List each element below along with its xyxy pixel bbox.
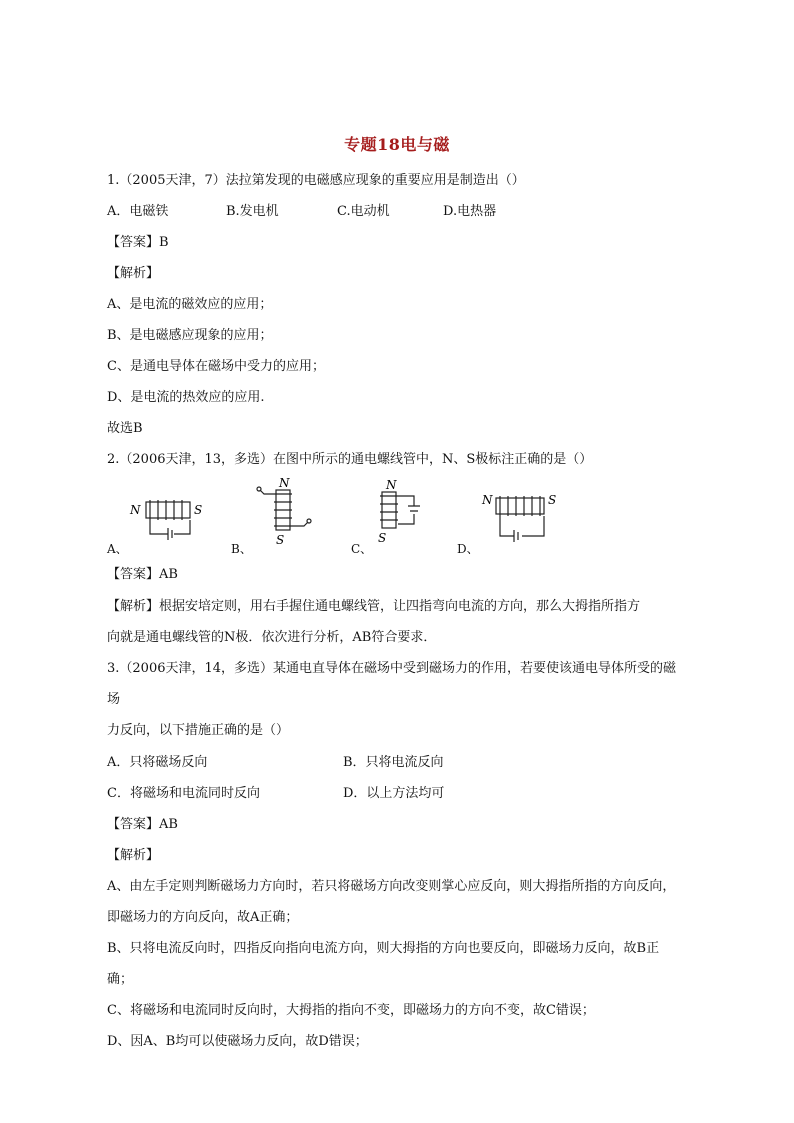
- solenoid-figure-a: [128, 492, 208, 542]
- q3-stem-line3: 力反向，以下措施正确的是（）: [107, 723, 290, 738]
- q1-option-c: C.电动机: [337, 204, 390, 219]
- pole-n-label: N: [130, 503, 141, 517]
- q1-conclusion: 故选B: [107, 421, 143, 436]
- pole-n-label: N: [386, 478, 397, 492]
- terminal-bottom: [307, 519, 311, 523]
- pole-s-label: S: [378, 531, 387, 545]
- q3-option-c: C．将磁场和电流同时反向: [107, 786, 260, 801]
- q3-analysis-b-line2: 确；: [107, 972, 134, 987]
- q3-analysis-heading: 【解析】: [107, 848, 160, 863]
- solenoid-figure-d: [480, 488, 570, 548]
- coil-windings: [380, 496, 398, 520]
- page-title: 专题18电与磁: [344, 135, 450, 154]
- q3-option-d: D．以上方法均可: [343, 786, 445, 801]
- q1-analysis-heading: 【解析】: [107, 266, 160, 281]
- coil-windings: [274, 494, 292, 526]
- terminal-top: [257, 487, 261, 491]
- figure-label-a: A、: [107, 542, 128, 556]
- lead-bottom: [292, 522, 308, 526]
- pole-s-label: S: [276, 533, 285, 547]
- coil-windings: [500, 496, 540, 516]
- battery-symbol: [408, 506, 420, 511]
- q1-option-a: A．电磁铁: [107, 204, 169, 219]
- q3-analysis-a-line2: 即磁场力的方向反向，故A正确；: [107, 910, 299, 925]
- figure-label-b: B、: [231, 542, 252, 556]
- pole-n-label: N: [482, 493, 493, 507]
- coil-windings: [150, 500, 182, 520]
- q1-option-b: B.发电机: [226, 204, 279, 219]
- q3-stem-line1: 3.（2006天津，14，多选）某通电直导体在磁场中受到磁场力的作用，若要使该通电导体所受的磁: [107, 661, 677, 676]
- q3-option-b: B．只将电流反向: [343, 755, 444, 770]
- pole-s-label: S: [194, 503, 203, 517]
- circuit-wire: [500, 516, 544, 536]
- solenoid-core: [146, 502, 190, 518]
- q2-answer: 【答案】AB: [107, 567, 178, 582]
- battery-symbol: [168, 528, 172, 540]
- q2-stem: 2.（2006天津，13，多选）在图中所示的通电螺线管中，N、S极标注正确的是（）: [107, 452, 593, 467]
- figure-label-c: C、: [351, 542, 373, 556]
- solenoid-core: [382, 492, 396, 528]
- q1-analysis-c: C、是通电导体在磁场中受力的应用；: [107, 359, 325, 374]
- q3-analysis-b-line1: B、只将电流反向时，四指反向指向电流方向，则大拇指的方向也要反向，即磁场力反向，故B正: [107, 941, 660, 956]
- q2-analysis-line1: 【解析】根据安培定则，用右手握住通电螺线管，让四指弯向电流的方向，那么大拇指所指方: [107, 599, 641, 614]
- q3-answer: 【答案】AB: [107, 817, 178, 832]
- q3-analysis-c: C、将磁场和电流同时反向时，大拇指的指向不变，即磁场力的方向不变，故C错误；: [107, 1003, 595, 1018]
- q1-answer: 【答案】B: [107, 235, 169, 250]
- q1-analysis-a: A、是电流的磁效应的应用；: [107, 297, 273, 312]
- q3-stem-line2: 场: [107, 692, 121, 707]
- pole-s-label: S: [548, 493, 557, 507]
- battery-symbol: [514, 530, 518, 542]
- q3-analysis-d: D、因A、B均可以使磁场力反向，故D错误；: [107, 1034, 368, 1049]
- pole-n-label: N: [279, 476, 290, 490]
- q3-option-a: A．只将磁场反向: [107, 755, 208, 770]
- lead-top: [260, 490, 274, 494]
- q1-option-d: D.电热器: [443, 204, 497, 219]
- circuit-wire: [398, 496, 414, 524]
- q3-analysis-a-line1: A、由左手定则判断磁场力方向时，若只将磁场方向改变则掌心应反向，则大拇指所指的方向反向，: [107, 879, 676, 894]
- solenoid-figure-b: [252, 478, 322, 548]
- q1-analysis-d: D、是电流的热效应的应用.: [107, 390, 265, 405]
- q1-stem: 1.（2005天津，7）法拉第发现的电磁感应现象的重要应用是制造出（）: [107, 173, 525, 188]
- figure-label-d: D、: [457, 542, 479, 556]
- solenoid-figure-c: [374, 478, 434, 548]
- circuit-wire: [150, 520, 190, 534]
- q2-analysis-line2: 向就是通电螺线管的N极．依次进行分析，AB符合要求．: [107, 630, 437, 645]
- solenoid-core: [496, 498, 544, 514]
- q1-analysis-b: B、是电磁感应现象的应用；: [107, 328, 273, 343]
